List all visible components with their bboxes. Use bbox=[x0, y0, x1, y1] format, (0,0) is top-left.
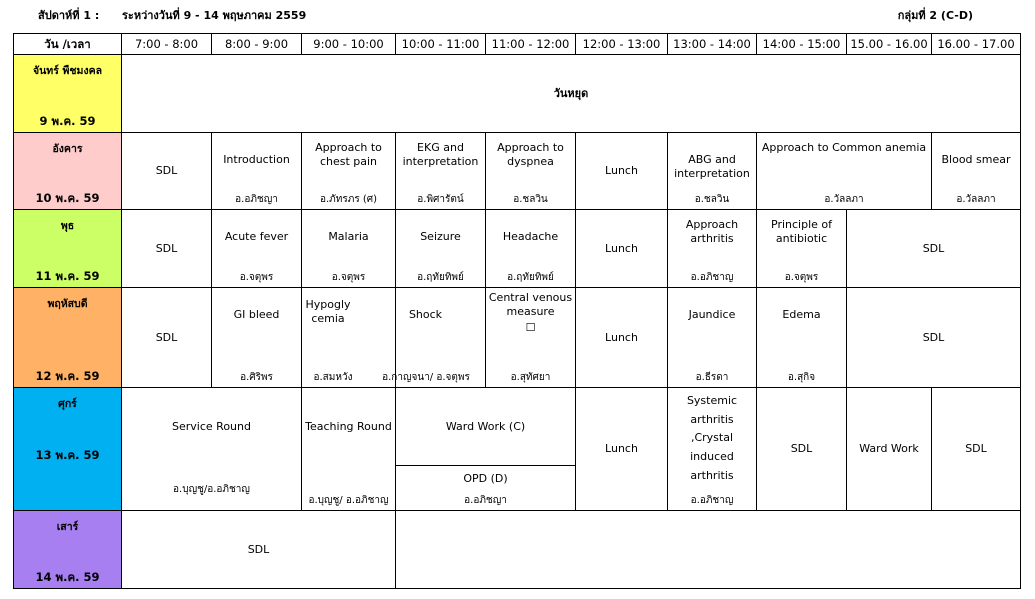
session-title: Seizure bbox=[420, 230, 461, 243]
lecturer: อ.อภิชญา bbox=[464, 494, 507, 506]
day-cell-friday bbox=[14, 388, 122, 511]
session-antibiotic bbox=[757, 210, 847, 288]
session-title: Acute fever bbox=[224, 230, 289, 243]
lecturer: อ.บุญชู/อ.อภิชาญ bbox=[173, 483, 250, 495]
session-title: Blood smear bbox=[941, 153, 1011, 166]
day-cell-wednesday bbox=[14, 210, 122, 288]
session-gi-bleed bbox=[212, 288, 302, 388]
lecturer: อ.จตุพร bbox=[239, 271, 274, 283]
row-friday bbox=[14, 388, 1021, 466]
session-title: Headache bbox=[502, 230, 559, 243]
session-systemic-arthritis bbox=[668, 388, 757, 511]
session-title: ABG and interpretation bbox=[674, 153, 750, 180]
row-tuesday bbox=[14, 133, 1021, 210]
session-title: Approach to Common anemia bbox=[761, 141, 927, 154]
row-monday bbox=[14, 55, 1021, 133]
session-title: Approach arthritis bbox=[685, 218, 739, 245]
session-title: EKG and interpretation bbox=[402, 141, 479, 168]
lecturer: อ.อภิชาญ bbox=[690, 494, 734, 506]
session-title: Central venous measure bbox=[488, 291, 573, 318]
session-opd-d bbox=[396, 466, 576, 511]
day-cell-saturday bbox=[14, 511, 122, 589]
time-header: 11:00 - 12:00 bbox=[486, 34, 576, 55]
lecturer: อ.อภิชญา bbox=[235, 193, 278, 205]
time-header: 8:00 - 9:00 bbox=[212, 34, 302, 55]
session-title: Malaria bbox=[328, 230, 369, 243]
week-label: สัปดาห์ที่ 1 : bbox=[38, 9, 100, 22]
lecturer: อ.วัลลภา bbox=[956, 193, 996, 205]
session-title: Edema bbox=[782, 308, 821, 321]
session-seizure bbox=[396, 210, 486, 288]
day-date: 14 พ.ค. 59 bbox=[35, 569, 100, 584]
session-ekg bbox=[396, 133, 486, 210]
lecturer: อ.อภิชาญ bbox=[690, 271, 734, 283]
date-range: ระหว่างวันที่ 9 - 14 พฤษภาคม 2559 bbox=[122, 9, 307, 22]
lecturer: อ.บุญชู/ อ.อภิชาญ bbox=[308, 494, 389, 506]
lecturer: อ.ฤทัยทิพย์ bbox=[507, 271, 554, 283]
time-header: 13:00 - 14:00 bbox=[668, 34, 757, 55]
session-ward-work: Ward Work bbox=[847, 388, 932, 511]
lecturer: อ.ฤทัยทิพย์ bbox=[417, 271, 464, 283]
lecturer: อ.จตุพร bbox=[331, 271, 366, 283]
lunch-cell: Lunch bbox=[576, 288, 668, 388]
day-date: 13 พ.ค. 59 bbox=[35, 447, 100, 462]
day-cell-thursday bbox=[14, 288, 122, 388]
session-title: Approach to chest pain bbox=[315, 141, 382, 168]
day-name: ศุกร์ bbox=[58, 398, 77, 410]
session-sdl: SDL bbox=[122, 210, 212, 288]
time-header: 10:00 - 11:00 bbox=[396, 34, 486, 55]
time-header: 16.00 - 17.00 bbox=[932, 34, 1021, 55]
header-row bbox=[14, 34, 1021, 55]
session-title: Jaundice bbox=[688, 308, 736, 321]
day-name: อังคาร bbox=[52, 143, 83, 155]
session-sdl: SDL bbox=[122, 133, 212, 210]
day-time-header: วัน /เวลา bbox=[14, 34, 122, 55]
holiday-cell: วันหยุด bbox=[122, 55, 1021, 133]
session-title: Approach to dyspnea bbox=[497, 141, 564, 168]
session-sdl: SDL bbox=[122, 288, 212, 388]
lunch-cell: Lunch bbox=[576, 133, 668, 210]
session-edema bbox=[757, 288, 847, 388]
lecturer: อ.ภัทรภร (ศ) bbox=[319, 193, 378, 205]
session-sdl: SDL bbox=[847, 210, 1021, 288]
session-title: Shock bbox=[408, 308, 443, 321]
lecturer: อ.ศิริพร bbox=[240, 371, 273, 383]
session-title: Systemic arthritis ,Crystal induced arthritis bbox=[686, 394, 738, 482]
lecturer: อ.พิศารัตน์ bbox=[417, 193, 464, 205]
group-label: กลุ่มที่ 2 (C-D) bbox=[897, 9, 973, 22]
session-acute-fever bbox=[212, 210, 302, 288]
session-sdl: SDL bbox=[122, 511, 396, 589]
lecturer: อ.สุกิจ bbox=[787, 371, 816, 383]
session-ward-work-c: Ward Work (C) bbox=[396, 388, 576, 466]
lecturer: อ.กาญจนา/ อ.จตุพร bbox=[382, 371, 470, 383]
session-headache bbox=[486, 210, 576, 288]
row-wednesday bbox=[14, 210, 1021, 288]
day-date: 12 พ.ค. 59 bbox=[35, 368, 100, 383]
session-title: Teaching Round bbox=[305, 420, 392, 433]
checkbox-icon: ☐ bbox=[525, 320, 536, 334]
empty-cell bbox=[396, 511, 1021, 589]
row-saturday bbox=[14, 511, 1021, 589]
day-name: เสาร์ bbox=[56, 521, 79, 533]
session-malaria bbox=[302, 210, 396, 288]
time-header: 14:00 - 15:00 bbox=[757, 34, 847, 55]
lecturer: อ.ชลวิน bbox=[694, 193, 730, 205]
session-chest-pain bbox=[302, 133, 396, 210]
session-dyspnea bbox=[486, 133, 576, 210]
session-title: Hypoglycemia bbox=[305, 298, 351, 325]
lecturer: อ.จตุพร bbox=[784, 271, 819, 283]
session-shock bbox=[382, 288, 486, 388]
lecturer: อ.สุทัศยา bbox=[510, 371, 551, 383]
session-title: Service Round bbox=[172, 420, 251, 433]
day-cell-monday bbox=[14, 55, 122, 133]
session-sdl: SDL bbox=[847, 288, 1021, 388]
time-header: 7:00 - 8:00 bbox=[122, 34, 212, 55]
day-cell-tuesday bbox=[14, 133, 122, 210]
day-name: พฤหัสบดี bbox=[47, 298, 88, 310]
session-blood-smear bbox=[932, 133, 1021, 210]
day-date: 9 พ.ค. 59 bbox=[39, 113, 96, 128]
time-header: 9:00 - 10:00 bbox=[302, 34, 396, 55]
session-service-round bbox=[122, 388, 302, 511]
day-name: พุธ bbox=[60, 220, 75, 232]
session-arthritis bbox=[668, 210, 757, 288]
lecturer: อ.วัลลภา bbox=[824, 193, 864, 205]
row-thursday bbox=[14, 288, 1021, 388]
session-introduction bbox=[212, 133, 302, 210]
session-central-venous bbox=[486, 288, 576, 388]
session-title: Introduction bbox=[223, 153, 290, 166]
session-title: GI bleed bbox=[233, 308, 280, 321]
session-teaching-round bbox=[302, 388, 396, 511]
session-title: Principle of antibiotic bbox=[771, 218, 832, 245]
session-sdl: SDL bbox=[757, 388, 847, 511]
session-jaundice bbox=[668, 288, 757, 388]
session-anemia bbox=[757, 133, 932, 210]
schedule-table bbox=[13, 33, 1021, 589]
time-header: 15.00 - 16.00 bbox=[847, 34, 932, 55]
session-title: OPD (D) bbox=[463, 472, 508, 485]
time-header: 12:00 - 13:00 bbox=[576, 34, 668, 55]
session-sdl: SDL bbox=[932, 388, 1021, 511]
day-date: 10 พ.ค. 59 bbox=[35, 190, 100, 205]
lecturer: อ.สมหวัง bbox=[313, 371, 353, 383]
lunch-cell: Lunch bbox=[576, 388, 668, 511]
lecturer: อ.ชลวิน bbox=[513, 193, 548, 205]
lecturer: อ.ธีรดา bbox=[695, 371, 729, 383]
day-name: จันทร์ พืชมงคล bbox=[32, 65, 103, 77]
day-date: 11 พ.ค. 59 bbox=[35, 268, 100, 283]
lunch-cell: Lunch bbox=[576, 210, 668, 288]
session-abg bbox=[668, 133, 757, 210]
